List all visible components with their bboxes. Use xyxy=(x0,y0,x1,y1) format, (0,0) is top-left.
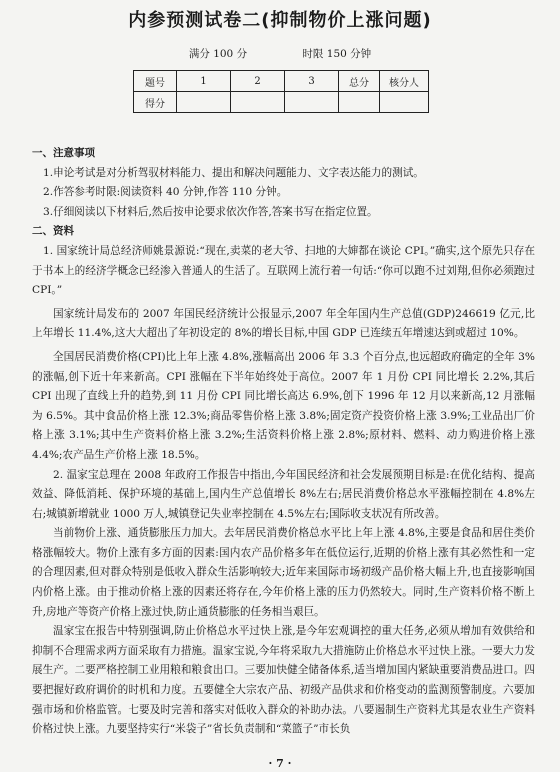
score-table-header-cell: 题号 xyxy=(134,71,177,92)
score-table-header-cell: 2 xyxy=(231,71,285,92)
score-cell xyxy=(231,92,285,113)
material-paragraph: 当前物价上涨、通货膨胀压力加大。去年居民消费价格总水平比上年上涨 4.8%,主要是食品和居住类价格涨幅较大。物价上涨有多方面的因素:国内农产品价格多年在低位运行,近期的价格上涨有其必然性和一定的合理因素,但对群众特别是低收入群众生活影响较大;近年来国际市场初级产品价格大幅上升,也直接影响国内价格上涨。由于推动价格上涨的因素还将存在,今年价格上涨的压力仍然较大。同时,生产资料价格不断上升,房地产等资产价格上涨过快,防止通货膨胀的任务相当艰巨。 xyxy=(32,527,535,618)
material-paragraph: 全国居民消费价格(CPI)比上年上涨 4.8%,涨幅高出 2006 年 3.3 个百分点,也远超政府确定的全年 3%的涨幅,创下近十年来新高。CPI 涨幅在下半年始终处于高位。2007 年 1 月份 CPI 同比增长 2.2%,其后 CPI 出现了直线上升的趋势,到 11 月份 CPI 同比增长高达 6.9%,创下 1996 年 12 月以来新高,12 月涨幅为 6.5%。其中食品价格上涨 12.3%;商品零售价格上涨 3.8%;固定资产投资价格上涨 3.9%;工业品出厂价格上涨 3.1%;其中生产资料价格上涨 3.2%;生活资料价格上涨 2.8%;原材料、燃料、动力购进价格上涨 4.4%;农产品生产价格上涨 18.5%。 xyxy=(32,350,535,461)
score-cell xyxy=(285,92,339,113)
notice-heading: 一、注意事项 xyxy=(32,147,95,159)
exam-content xyxy=(32,144,535,740)
score-cell xyxy=(177,92,231,113)
score-cell xyxy=(380,92,429,113)
material-heading: 二、资料 xyxy=(32,225,74,238)
material-paragraph: 温家宝在报告中特别强调,防止价格总水平过快上涨,是今年宏观调控的重大任务,必须从增加有效供给和抑制不合理需求两方面采取有力措施。温家宝说,今年将采取九大措施防止价格总水平过快上涨。一要大力发展生产。二要严格控制工业用粮和粮食出口。三要加快健全储备体系,适当增加国内紧缺重要消费品进口。四要把握好政府调价的时机和力度。五要健全大宗农产品、初级产品供求和价格变动的监测预警制度。六要加强市场和价格监管。七要及时完善和落实对低收入群众的补助办法。八要遏制生产资料尤其是农业生产资料价格过快上涨。九要坚持实行“米袋子”省长负责制和“菜篮子”市长负 xyxy=(32,625,535,736)
score-table-header-row xyxy=(134,71,429,92)
full-score-text: 满分 100 分 xyxy=(188,48,248,60)
material-paragraph: 1. 国家统计局总经济师姚景源说:“现在,卖菜的老大爷、扫地的大婶都在谈论 CPI。”确实,这个原先只存在于书本上的经济学概念已经渗入普通人的生活了。互联网上流行着一句话:“你可以跑不过刘翔,但你必须跑过 CPI。” xyxy=(32,244,535,297)
score-table-score-row xyxy=(134,92,429,113)
score-table-header-cell: 总分 xyxy=(339,71,380,92)
time-limit-text: 时限 150 分钟 xyxy=(302,48,372,60)
notice-item: 3.仔细阅读以下材料后,然后按申论要求依次作答,答案书写在指定位置。 xyxy=(43,205,378,218)
notice-item: 2.作答参考时限:阅读资料 40 分钟,作答 110 分钟。 xyxy=(43,186,288,199)
score-cell xyxy=(339,92,380,113)
score-table-header-cell: 3 xyxy=(285,71,339,92)
page-title: 内参预测试卷二(抑制物价上涨问题) xyxy=(128,10,432,31)
material-paragraph: 国家统计局发布的 2007 年国民经济统计公报显示,2007 年全年国内生产总值(GDP)246619 亿元,比上年增长 11.4%,这大大超出了年初设定的 8%的增长目标,中国 GDP 已连续五年增速达到或超过 10%。 xyxy=(32,307,535,340)
score-row-label: 得分 xyxy=(134,92,177,113)
score-table xyxy=(133,70,429,113)
notice-item: 1.申论考试是对分析驾驭材料能力、提出和解决问题能力、文字表达能力的测试。 xyxy=(43,166,424,179)
material-paragraph: 2. 温家宝总理在 2008 年政府工作报告中指出,今年国民经济和社会发展预期目标是:在优化结构、提高效益、降低消耗、保护环境的基础上,国内生产总值增长 8%左右;居民消费价格总水平涨幅控制在 4.8%左右;城镇新增就业 1000 万人,城镇登记失业率控制在 4.5%左右;国际收支状况有所改善。 xyxy=(32,468,535,520)
exam-meta xyxy=(0,46,560,61)
page-number: · 7 · xyxy=(268,757,292,770)
score-table-header-cell: 核分人 xyxy=(380,71,429,92)
score-table-header-cell: 1 xyxy=(177,71,231,92)
